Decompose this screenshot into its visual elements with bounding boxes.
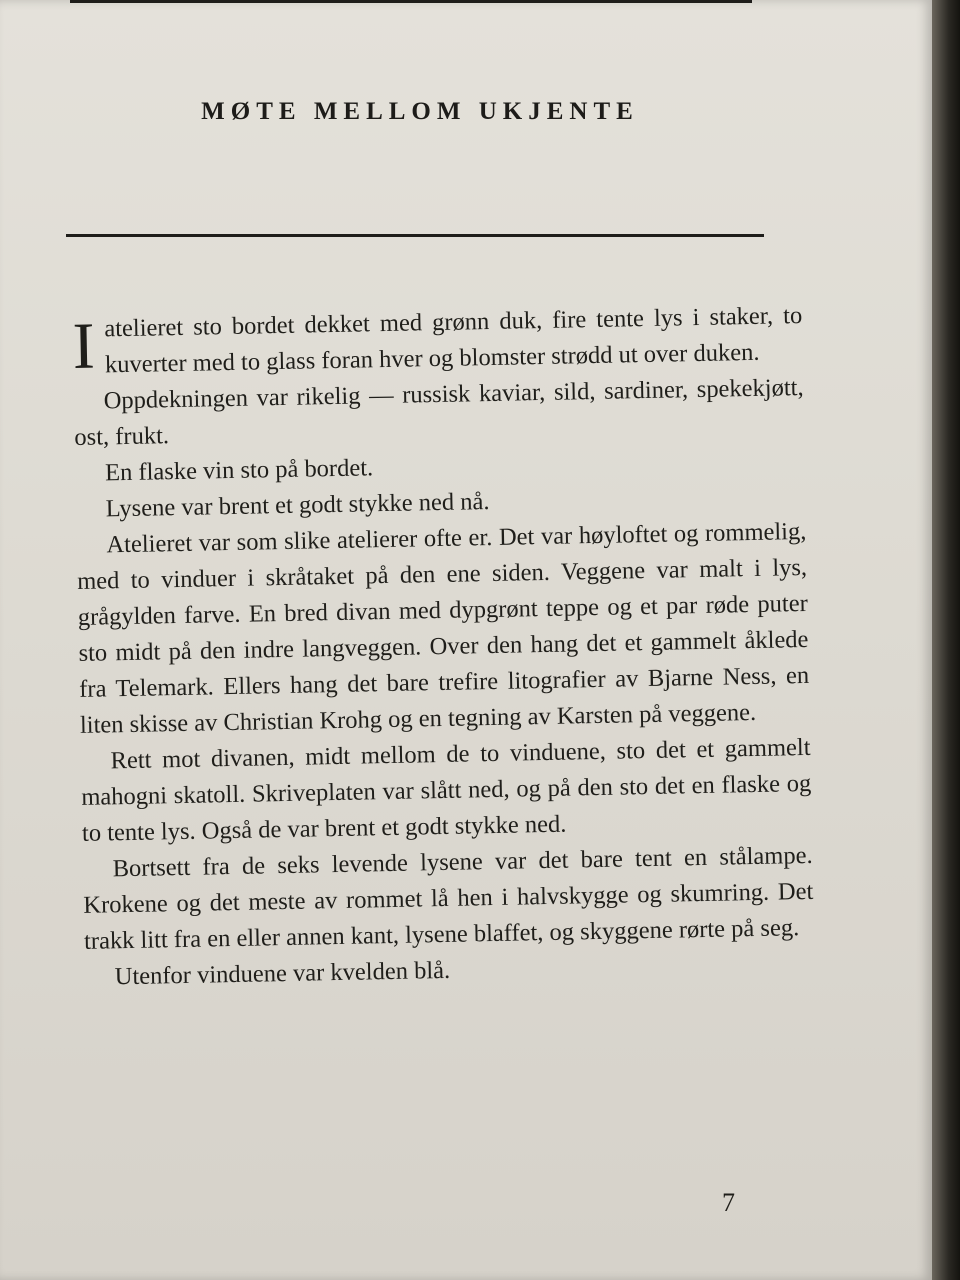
paragraph-4: Lysene var brent et godt stykke ned nå. xyxy=(105,488,490,523)
page-number: 7 xyxy=(722,1188,735,1217)
paragraph-2: Oppdekningen var rikelig — russisk kaviar, sild, sardiner, spekekjøtt, ost, frukt. xyxy=(74,373,804,451)
paragraph-7: Bortsett fra de seks levende lysene var det bare tent en stålampe. Krokene og det meste av rommet lå hen i halvskygge og skumring. Det trakk litt fra en eller annen kant, lysene blaffet, og skyggene rørte på seg. xyxy=(83,841,814,955)
page-edge-shadow xyxy=(932,0,960,1280)
title-rule xyxy=(66,234,764,237)
paragraph-5: Atelieret var som slike atelierer ofte er. Det var høyloftet og rommelig, med to vinduer i skråtaket på den ene siden. Veggene var malt i lys, grågylden farve. En bred divan med dypgrønt teppe og et par røde puter sto midt på den indre langveggen. Over den hang det et gammelt åklede fra Telemark. Ellers hang det bare trefire litografier av Bjarne Ness, en liten skisse av Christian Krohg og en tegning av Karsten på veggene. xyxy=(76,517,810,739)
paragraph-3: En flaske vin sto på bordet. xyxy=(104,454,374,487)
drop-cap: I xyxy=(71,309,96,383)
chapter-title: MØTE MELLOM UKJENTE xyxy=(201,98,639,125)
paragraph-1-text: atelieret sto bordet dekket med grønn duk, fire tente lys i staker, to kuverter med to glass foran hver og blomster strødd ut over duken. xyxy=(104,301,803,379)
chapter-body xyxy=(72,298,815,996)
top-rule xyxy=(70,0,752,3)
paragraph-8: Utenfor vinduene var kvelden blå. xyxy=(114,956,451,991)
paragraph-6: Rett mot divanen, midt mellom de to vinduene, sto det et gammelt mahogni skatoll. Skriveplaten var slått ned, og på den sto det en flaske og to tente lys. Også de var brent et godt stykke ned. xyxy=(81,733,812,847)
